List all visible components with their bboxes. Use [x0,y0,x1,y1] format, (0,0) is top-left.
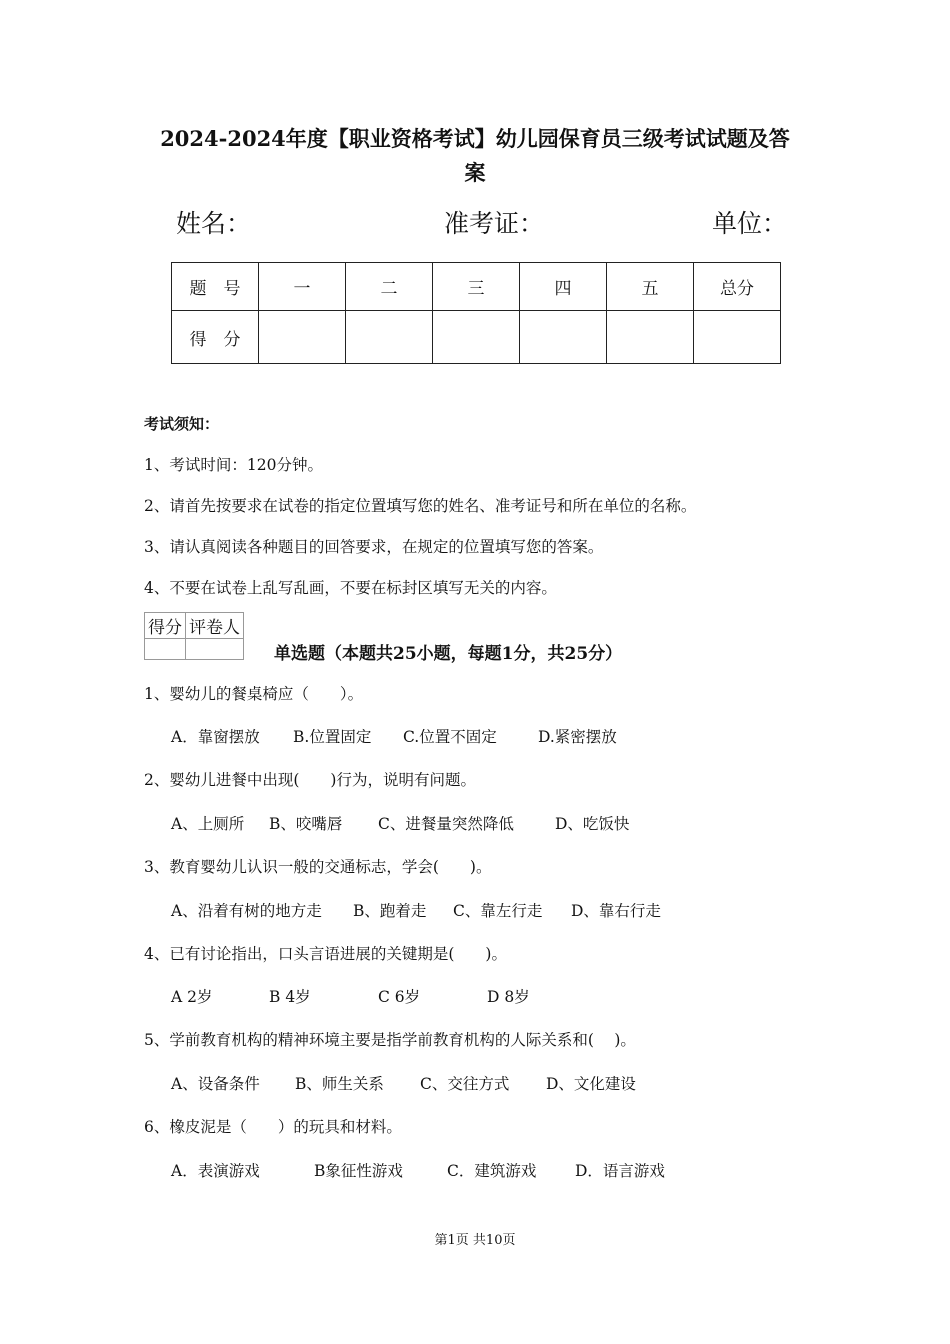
option[interactable]: C 6岁 [378,988,421,1006]
option[interactable]: A、沿着有树的地方走 [171,902,322,920]
score-header-cell: 二 [346,263,433,311]
question: 3、教育婴幼儿认识一般的交通标志，学会( )。 [144,858,492,876]
score-row-label: 得 分 [172,311,259,364]
score-cell[interactable] [259,311,346,364]
score-header-cell: 三 [433,263,520,311]
option[interactable]: B、咬嘴唇 [269,815,343,833]
option[interactable]: C、靠左行走 [453,902,543,920]
option[interactable]: C、进餐量突然降低 [378,815,514,833]
score-header-cell: 四 [520,263,607,311]
score-cell[interactable] [346,311,433,364]
notice-item: 1、考试时间：120分钟。 [144,456,323,474]
option[interactable]: A 2岁 [171,988,213,1006]
score-header-cell: 一 [259,263,346,311]
notice-item: 3、请认真阅读各种题目的回答要求，在规定的位置填写您的答案。 [144,538,604,556]
grader-name-cell[interactable] [186,639,244,660]
option[interactable]: C.位置不固定 [403,728,497,746]
grader-name-label: 评卷人 [186,613,244,639]
score-cell[interactable] [520,311,607,364]
option[interactable]: D、文化建设 [546,1075,636,1093]
option[interactable]: B、师生关系 [295,1075,384,1093]
question: 5、学前教育机构的精神环境主要是指学前教育机构的人际关系和( )。 [144,1031,636,1049]
option[interactable]: D．语言游戏 [575,1162,665,1180]
option[interactable]: B 4岁 [269,988,311,1006]
title-line-2: 案 [464,160,486,185]
grader-table [144,612,244,660]
unit-label: 单位： [712,209,788,238]
question: 2、婴幼儿进餐中出现( )行为，说明有问题。 [144,771,476,789]
option[interactable]: C、交往方式 [420,1075,510,1093]
grader-score-cell[interactable] [145,639,186,660]
option[interactable]: B、跑着走 [353,902,427,920]
notice-item: 4、不要在试卷上乱写乱画，不要在标封区填写无关的内容。 [144,579,557,597]
title-line-1: 2024-2024年度【职业资格考试】幼儿园保育员三级考试试题及答 [160,126,790,151]
score-cell[interactable] [433,311,520,364]
option[interactable]: D、吃饭快 [555,815,630,833]
question: 6、橡皮泥是（ ）的玩具和材料。 [144,1118,402,1136]
option[interactable]: A．靠窗摆放 [171,728,260,746]
option[interactable]: A．表演游戏 [171,1162,260,1180]
option[interactable]: B象征性游戏 [314,1162,403,1180]
notice-heading: 考试须知： [144,415,220,433]
option[interactable]: C．建筑游戏 [447,1162,537,1180]
score-cell[interactable] [694,311,781,364]
option[interactable]: A、设备条件 [171,1075,260,1093]
name-label: 姓名： [176,209,252,238]
option[interactable]: D 8岁 [487,988,530,1006]
page-footer: 第1页 共10页 [434,1233,516,1248]
score-header-cell: 五 [607,263,694,311]
option[interactable]: D.紧密摆放 [538,728,617,746]
score-header-cell: 题 号 [172,263,259,311]
grader-score-label: 得分 [145,613,186,639]
score-cell[interactable] [607,311,694,364]
question: 1、婴幼儿的餐桌椅应（ ）。 [144,685,364,703]
score-table [171,262,781,364]
exam-id-label: 准考证： [444,209,545,238]
question: 4、已有讨论指出，口头言语进展的关键期是( )。 [144,945,507,963]
score-header-cell: 总分 [694,263,781,311]
option[interactable]: B.位置固定 [293,728,372,746]
option[interactable]: D、靠右行走 [571,902,661,920]
notice-item: 2、请首先按要求在试卷的指定位置填写您的姓名、准考证号和所在单位的名称。 [144,497,697,515]
option[interactable]: A、上厕所 [171,815,245,833]
section-title: 单选题（本题共25小题，每题1分，共25分） [274,644,623,664]
